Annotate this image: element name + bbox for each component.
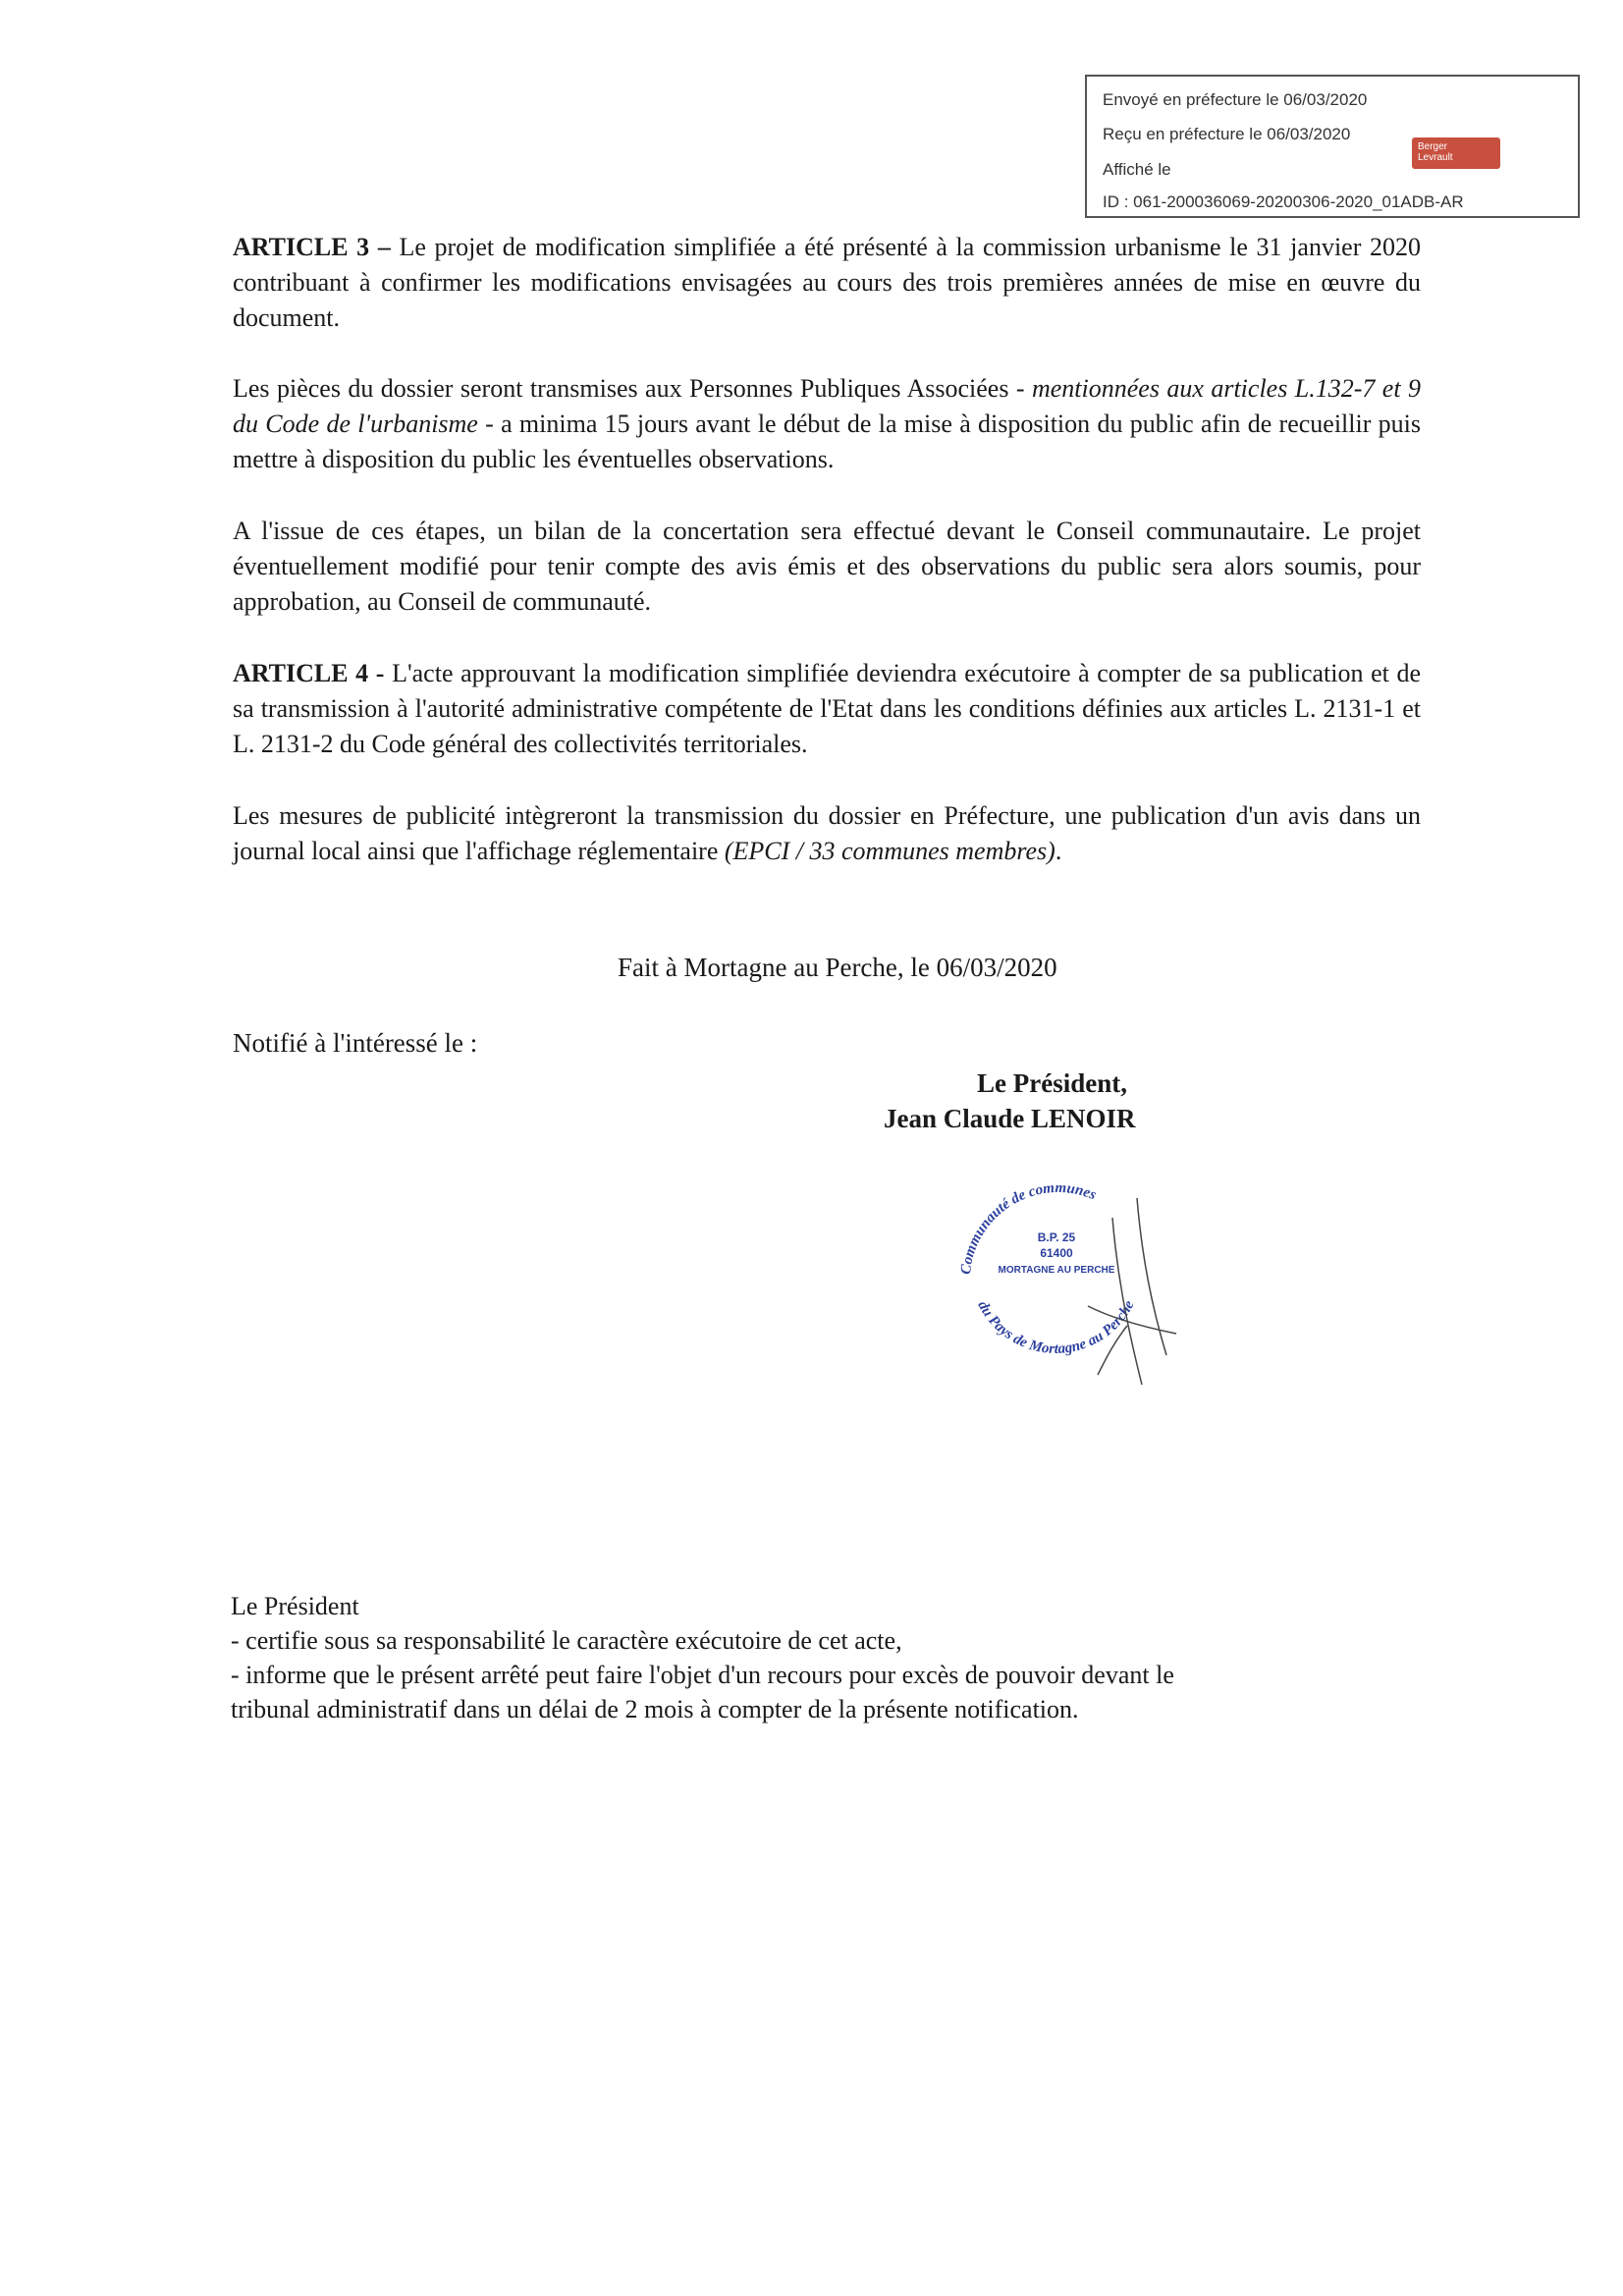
prefecture-stamp — [1085, 75, 1580, 218]
signatory-title: Le Président, — [977, 1068, 1127, 1098]
article-4-label: ARTICLE 4 - — [233, 659, 385, 687]
svg-text:Communauté de communes — [958, 1180, 1099, 1276]
article-4-text: L'acte approuvant la modification simplifiée deviendra exécutoire à compter de sa publication et de sa transmission à l'autorité administrative compétente de l'Etat dans les conditions définies aux articles L. 2131-1 et L. 2131-2 du Code général des collectivités territoriales. — [233, 659, 1422, 758]
certification-line-2: - informe que le présent arrêté peut faire l'objet d'un recours pour excès de pouvoir devant le — [231, 1661, 1174, 1689]
para2-after: - a minima 15 jours avant le début de la mise à disposition du public afin de recueillir puis mettre à disposition du public les éventuelles observations. — [233, 410, 1422, 473]
article-3 — [233, 230, 1421, 336]
para2-before: Les pièces du dossier seront transmises aux Personnes Publiques Associées - — [233, 374, 1032, 403]
logo-line-1: Berger — [1418, 141, 1448, 152]
logo-line-2: Levrault — [1418, 152, 1453, 163]
seal-top-arc: Communauté de communes — [957, 1179, 1099, 1276]
stamp-received-date: Reçu en préfecture le 06/03/2020 — [1103, 125, 1351, 143]
article-4 — [233, 656, 1421, 762]
stamp-id: ID : 061-200036069-20200306-2020_01ADB-AR — [1103, 192, 1464, 211]
para5-after: . — [1055, 837, 1062, 865]
seal-line-3: MORTAGNE AU PERCHE — [998, 1265, 1115, 1276]
para2-italic: mentionnées aux articles L.132-7 et 9 du Code de l'urbanisme — [233, 374, 1422, 438]
certification-line-1: - certifie sous sa responsabilité le caractère exécutoire de cet acte, — [231, 1626, 902, 1655]
para5-italic: (EPCI / 33 communes membres) — [724, 837, 1055, 865]
seal-bottom-arc: du Pays de Mortagne au Perche — [974, 1297, 1138, 1357]
notified-line: Notifié à l'intéressé le : — [233, 1028, 478, 1058]
seal-line-2: 61400 — [1040, 1246, 1073, 1260]
stamp-posted: Affiché le — [1103, 160, 1171, 179]
berger-levrault-logo — [1412, 137, 1500, 169]
signatory-name: Jean Claude LENOIR — [884, 1104, 1136, 1133]
svg-text:du Pays de Mortagne au Perche — [974, 1298, 1137, 1357]
handwritten-signature — [1088, 1198, 1176, 1385]
seal-line-1: B.P. 25 — [1037, 1230, 1076, 1244]
paragraph-publicite — [233, 798, 1421, 869]
para3-text: A l'issue de ces étapes, un bilan de la concertation sera effectué devant le Conseil communautaire. Le projet éventuellement modifié pour tenir compte des avis émis et des observations du public sera alors soumis, pour approbation, au Conseil de communauté. — [233, 517, 1421, 616]
certification-line-3: tribunal administratif dans un délai de 2 mois à compter de la présente notification. — [231, 1695, 1079, 1723]
para5-before: Les mesures de publicité intègreront la transmission du dossier en Préfecture, une publication d'un avis dans un journal local ainsi que l'affichage réglementaire — [233, 801, 1421, 865]
certification-block — [231, 1589, 1448, 1726]
certification-heading: Le Président — [231, 1592, 359, 1620]
stamp-sent-date: Envoyé en préfecture le 06/03/2020 — [1103, 90, 1368, 109]
article-3-text: Le projet de modification simplifiée a été présenté à la commission urbanisme le 31 janvier 2020 contribuant à confirmer les modifications envisagées au cours des trois premières années de mise en œuvre du document. — [233, 233, 1421, 332]
article-3-label: ARTICLE 3 – — [233, 233, 391, 261]
paragraph-ppa — [233, 371, 1421, 477]
official-seal — [941, 1159, 1196, 1404]
paragraph-concertation — [233, 514, 1421, 620]
place-date: Fait à Mortagne au Perche, le 06/03/2020 — [618, 953, 1057, 982]
